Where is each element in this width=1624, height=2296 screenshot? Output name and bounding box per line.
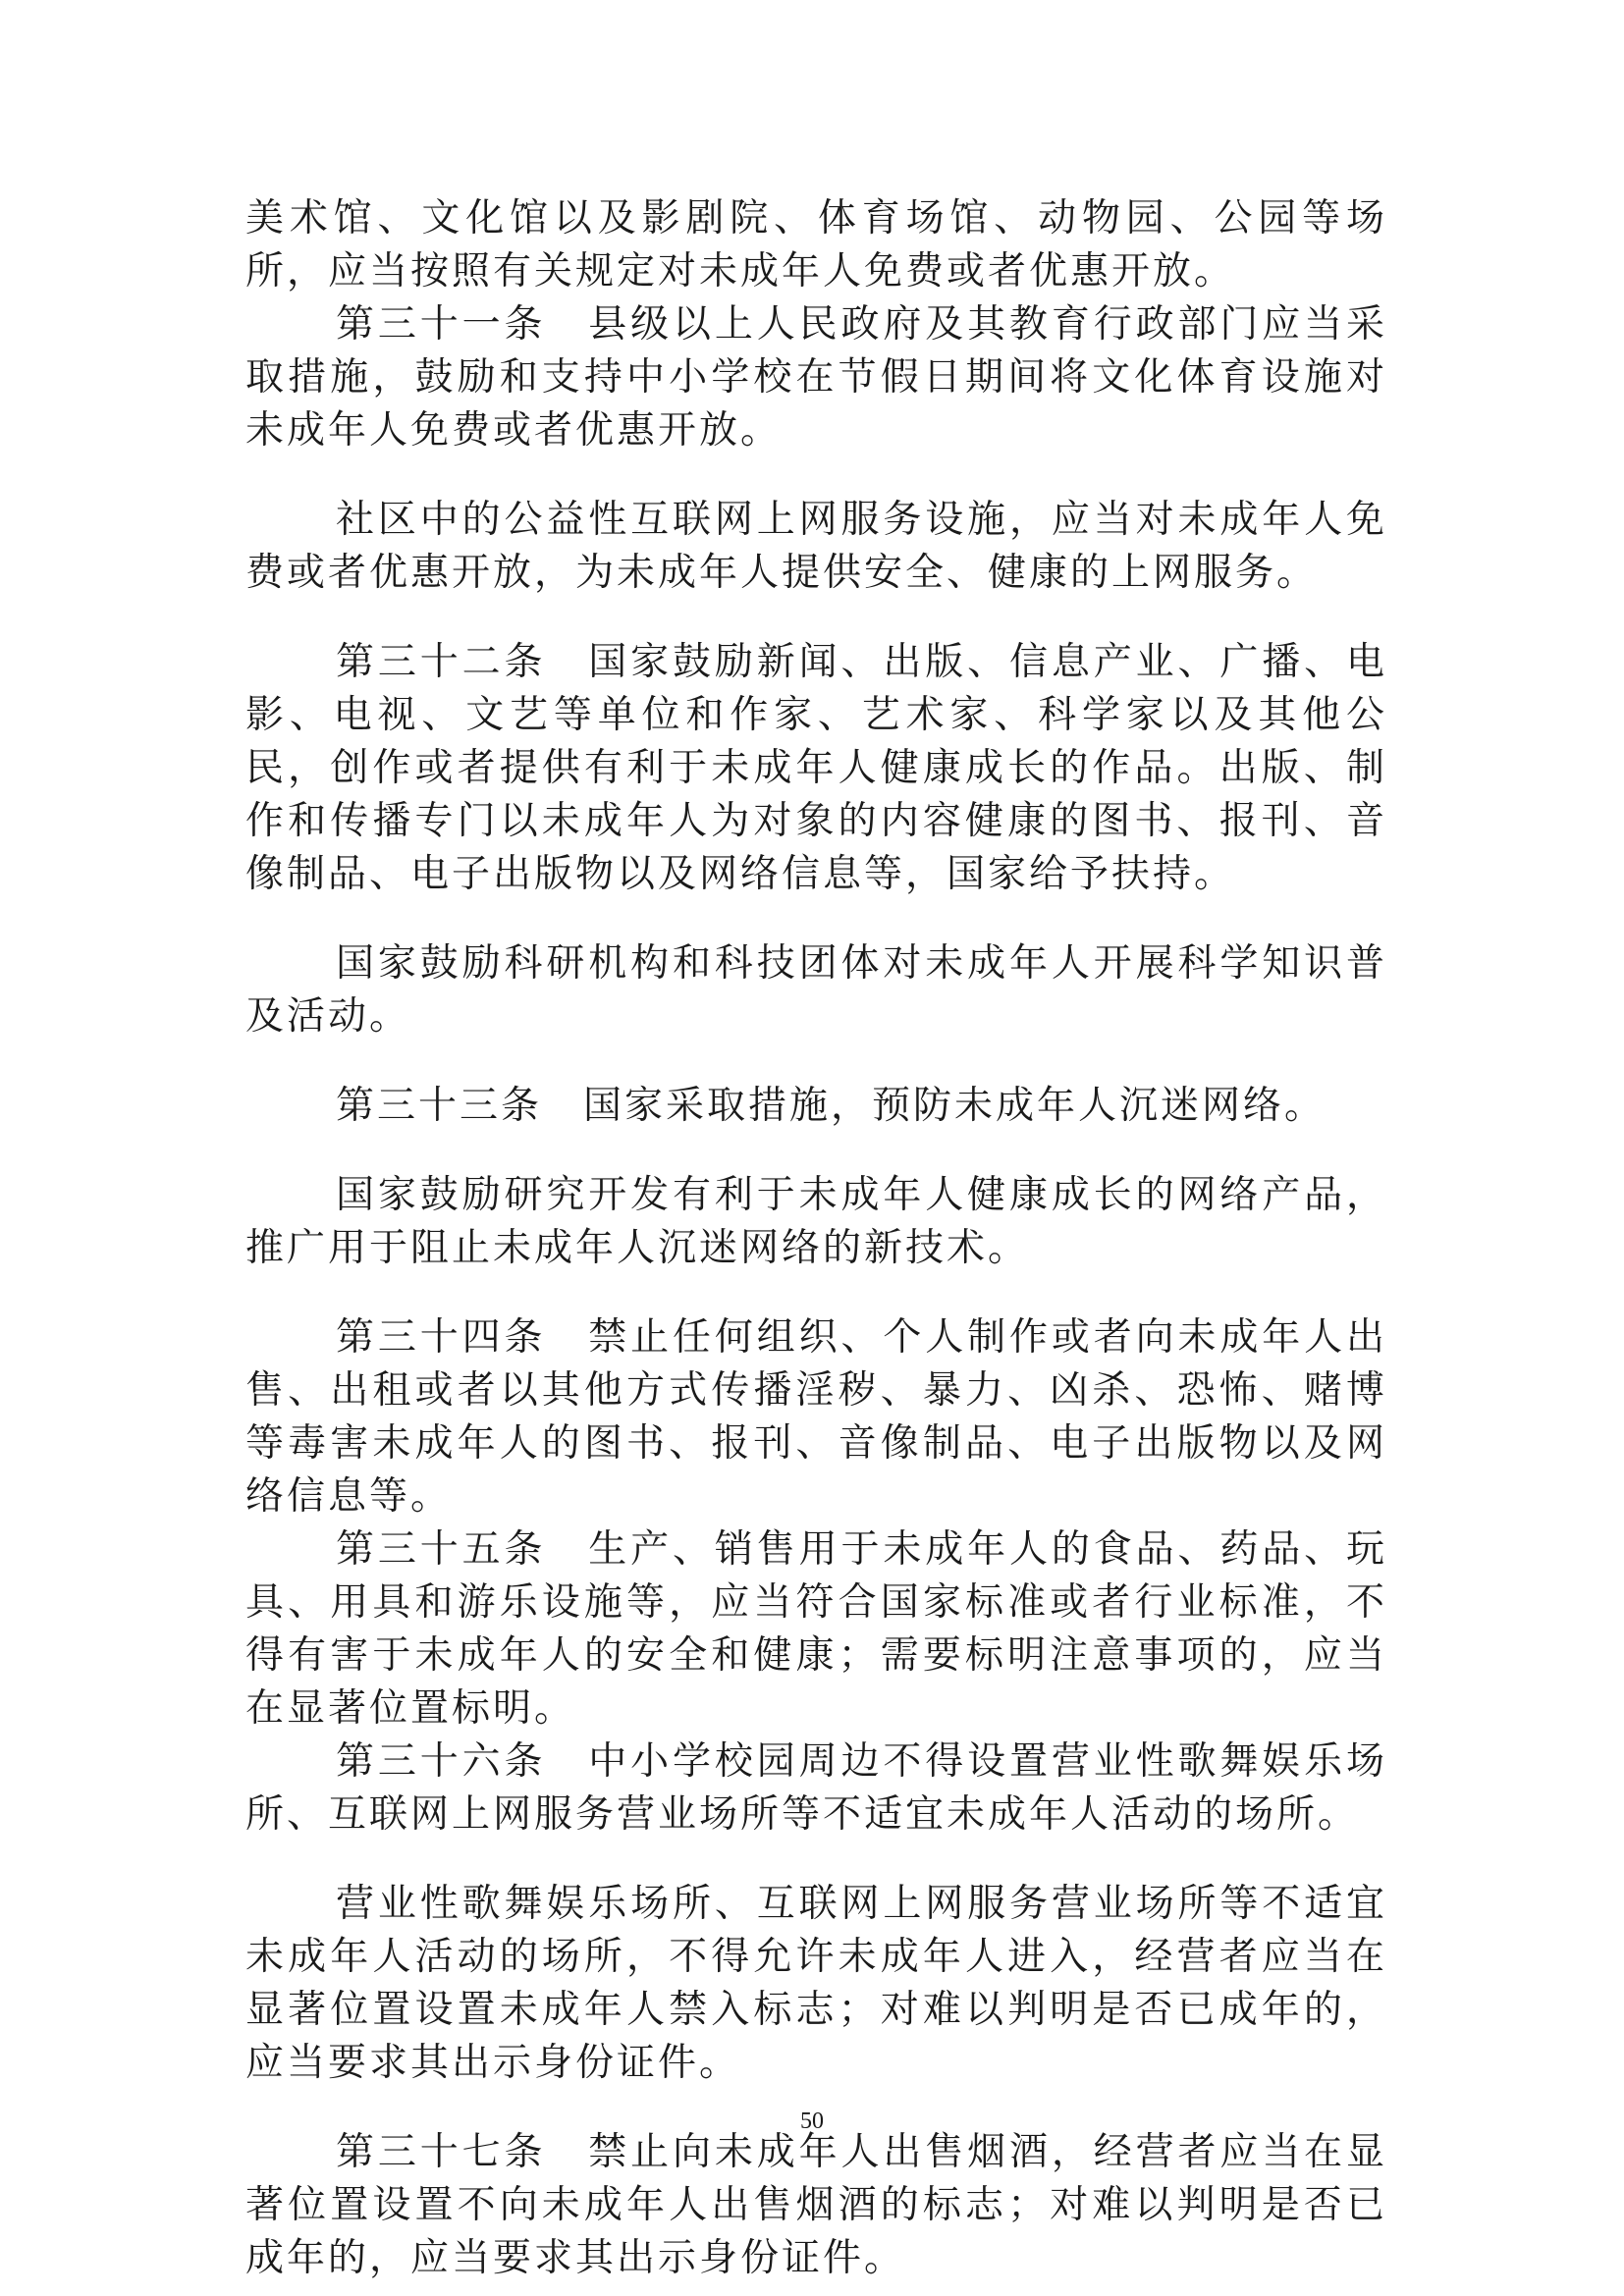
document-body [245,192,1387,2285]
article-37: 第三十七条 禁止向未成年人出售烟酒，经营者应当在显著位置设置不向未成年人出售烟酒的标志；对难以判明是否已成年的，应当要求其出示身份证件。 [245,2130,1387,2280]
paragraph-entertainment-venues: 营业性歌舞娱乐场所、互联网上网服务营业场所等不适宜未成年人活动的场所，不得允许未成年人进入，经营者应当在显著位置设置未成年人禁入标志；对难以判明是否已成年的，应当要求其出示身份证件。 [245,1882,1387,2085]
article-31: 第三十一条 县级以上人民政府及其教育行政部门应当采取措施，鼓励和支持中小学校在节假日期间将文化体育设施对未成年人免费或者优惠开放。 [245,302,1387,453]
paragraph-1: 美术馆、文化馆以及影剧院、体育场馆、动物园、公园等场所，应当按照有关规定对未成年人免费或者优惠开放。 [245,196,1387,294]
article-35: 第三十五条 生产、销售用于未成年人的食品、药品、玩具、用具和游乐设施等，应当符合国家标准或者行业标准，不得有害于未成年人的安全和健康；需要标明注意事项的，应当在显著位置标明。 [245,1527,1387,1731]
paragraph-science-popularization: 国家鼓励科研机构和科技团体对未成年人开展科学知识普及活动。 [245,941,1387,1039]
page-number: 50 [800,2109,824,2134]
article-36: 第三十六条 中小学校园周边不得设置营业性歌舞娱乐场所、互联网上网服务营业场所等不适宜未成年人活动的场所。 [245,1739,1387,1837]
article-33: 第三十三条 国家采取措施，预防未成年人沉迷网络。 [336,1084,1326,1128]
paragraph-community-internet: 社区中的公益性互联网上网服务设施，应当对未成年人免费或者优惠开放，为未成年人提供安全、健康的上网服务。 [245,498,1387,595]
paragraph-network-products: 国家鼓励研究开发有利于未成年人健康成长的网络产品，推广用于阻止未成年人沉迷网络的新技术。 [245,1173,1387,1270]
article-34: 第三十四条 禁止任何组织、个人制作或者向未成年人出售、出租或者以其他方式传播淫秽、暴力、凶杀、恐怖、赌博等毒害未成年人的图书、报刊、音像制品、电子出版物以及网络信息等。 [245,1315,1387,1519]
article-32: 第三十二条 国家鼓励新闻、出版、信息产业、广播、电影、电视、文艺等单位和作家、艺术家、科学家以及其他公民，创作或者提供有利于未成年人健康成长的作品。出版、制作和传播专门以未成年人为对象的内容健康的图书、报刊、音像制品、电子出版物以及网络信息等，国家给予扶持。 [245,640,1387,896]
